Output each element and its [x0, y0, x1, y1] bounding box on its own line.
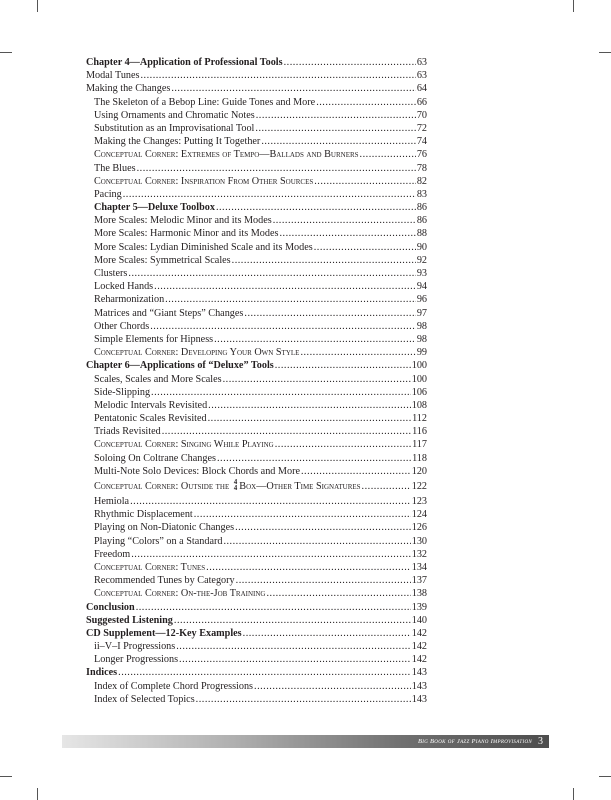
toc-entry-page: 120 — [411, 465, 427, 477]
toc-entry-title-text: Index of Selected Topics — [94, 693, 195, 705]
dot-leader — [275, 438, 411, 451]
page-number: 3 — [538, 736, 543, 747]
toc-entry-title-text: Pentatonic Scales Revisited — [94, 413, 207, 425]
toc-entry-title-text: Chapter 6—Applications of “Deluxe” Tools — [86, 360, 274, 372]
dot-leader — [131, 548, 411, 561]
toc-entry-page: 96 — [416, 294, 427, 306]
crop-mark — [0, 776, 12, 777]
toc-entry-page: 126 — [411, 522, 427, 534]
dot-leader — [223, 535, 410, 548]
toc-entry-title — [94, 386, 150, 399]
toc-entry — [86, 227, 427, 240]
dot-leader — [316, 96, 416, 109]
toc-entry-title-text: Conceptual Corner: Outside the — [94, 481, 230, 492]
toc-entry-title-text: The Skeleton of a Bebop Line: Guide Tones and More — [94, 96, 316, 108]
toc-entry-page: 98 — [416, 320, 427, 332]
toc-entry-page: 100 — [411, 373, 427, 385]
toc-entry-title-text: Reharmonization — [94, 294, 165, 306]
toc-entry-page: 99 — [416, 347, 427, 359]
toc-entry — [86, 148, 427, 161]
toc-entry-title — [94, 640, 175, 653]
toc-entry — [86, 122, 427, 135]
toc-entry-title — [86, 666, 117, 679]
dot-leader — [266, 587, 410, 600]
toc-entry-page: 93 — [416, 268, 427, 279]
toc-entry — [86, 666, 427, 679]
table-of-contents — [86, 56, 427, 706]
dot-leader — [154, 280, 416, 293]
toc-entry-title-text: Multi-Note Solo Devices: Block Chords and More — [94, 465, 300, 477]
dot-leader — [208, 412, 411, 425]
toc-entry — [86, 56, 427, 69]
toc-entry-title — [94, 227, 278, 240]
dot-leader — [223, 373, 411, 386]
toc-entry-title-text: More Scales: Lydian Diminished Scale and its Modes — [94, 241, 313, 253]
toc-entry-page: 122 — [411, 481, 427, 492]
toc-entry — [86, 293, 427, 306]
toc-entry-title-text: Conceptual Corner: Tunes — [94, 561, 206, 573]
dot-leader — [165, 293, 416, 306]
toc-entry-title — [94, 96, 315, 109]
toc-entry-page: 124 — [411, 509, 427, 521]
toc-entry-page: 117 — [412, 439, 427, 451]
toc-entry-title-text: Pacing — [94, 188, 122, 200]
dot-leader — [130, 495, 411, 508]
toc-entry-title-text: Freedom — [94, 548, 131, 560]
toc-entry — [86, 82, 427, 95]
toc-entry — [86, 452, 427, 465]
toc-entry — [86, 574, 427, 587]
toc-entry-page: 72 — [416, 122, 427, 134]
crop-mark — [599, 52, 611, 53]
toc-entry-page: 100 — [411, 360, 427, 372]
dot-leader — [128, 267, 415, 280]
toc-entry — [86, 175, 427, 188]
toc-entry-title-text: Substitution as an Improvisational Tool — [94, 122, 255, 134]
toc-entry — [86, 96, 427, 109]
toc-entry-title — [94, 135, 260, 148]
dot-leader — [314, 241, 416, 254]
toc-entry-title-text: CD Supplement—12-Key Examples — [86, 627, 242, 639]
toc-entry — [86, 438, 427, 451]
toc-entry-title — [94, 412, 207, 425]
toc-entry-title — [94, 254, 231, 267]
dot-leader — [236, 574, 411, 587]
toc-entry-title — [94, 241, 313, 254]
toc-entry-page: 70 — [416, 109, 427, 121]
crop-mark — [599, 776, 611, 777]
time-signature-top: 4 — [233, 477, 238, 486]
toc-entry-title-suffix: Box—Other Time Signatures — [239, 481, 361, 492]
toc-entry — [86, 267, 427, 280]
dot-leader — [194, 508, 411, 521]
dot-leader — [273, 214, 416, 227]
dot-leader — [261, 135, 415, 148]
toc-entry-title — [94, 425, 161, 438]
dot-leader — [196, 693, 411, 706]
toc-entry-title — [94, 561, 205, 574]
dot-leader — [301, 465, 411, 478]
toc-entry-title — [94, 320, 149, 333]
toc-entry-title — [94, 267, 127, 280]
toc-entry — [86, 627, 427, 640]
toc-entry-title — [94, 293, 164, 306]
toc-entry-title-text: Conclusion — [86, 601, 135, 613]
toc-entry-title-text: Using Ornaments and Chromatic Notes — [94, 109, 255, 121]
dot-leader — [255, 122, 415, 135]
toc-entry-title — [94, 479, 361, 495]
toc-entry-title — [94, 307, 243, 320]
toc-entry — [86, 653, 427, 666]
toc-entry-title — [94, 452, 216, 465]
toc-entry-page: 138 — [411, 588, 427, 600]
toc-entry-title-text: Conceptual Corner: Extremes of Tempo—Ballads and Burners — [94, 149, 359, 161]
toc-entry — [86, 495, 427, 508]
toc-entry-page: 76 — [416, 149, 427, 161]
toc-entry — [86, 333, 427, 346]
toc-entry — [86, 680, 427, 693]
toc-entry-title-text: Conceptual Corner: Developing Your Own Style — [94, 347, 300, 359]
toc-entry-title — [86, 359, 274, 372]
toc-entry-page: 78 — [416, 162, 427, 174]
toc-entry-title — [86, 82, 170, 95]
toc-entry-page: 83 — [416, 188, 427, 200]
toc-entry-title-text: Triads Revisited — [94, 426, 161, 438]
toc-entry — [86, 535, 427, 548]
toc-entry-page: 137 — [411, 575, 427, 587]
dot-leader — [217, 452, 411, 465]
dot-leader — [256, 109, 416, 122]
toc-entry-title-text: Modal Tunes — [86, 70, 140, 82]
dot-leader — [118, 666, 411, 679]
dot-leader — [360, 148, 416, 161]
dot-leader — [284, 56, 416, 69]
dot-leader — [279, 227, 415, 240]
toc-entry-page: 143 — [411, 680, 427, 692]
toc-entry — [86, 425, 427, 438]
toc-entry-title-text: Recommended Tunes by Category — [94, 575, 235, 587]
toc-entry — [86, 188, 427, 201]
toc-entry-title — [94, 188, 122, 201]
dot-leader — [314, 175, 416, 188]
toc-entry — [86, 386, 427, 399]
dot-leader — [141, 69, 416, 82]
toc-entry-title-text: Hemiola — [94, 496, 130, 507]
toc-entry-title — [94, 214, 272, 227]
dot-leader — [362, 479, 411, 495]
toc-entry — [86, 693, 427, 706]
toc-entry-title-text: Conceptual Corner: On-the-Job Training — [94, 588, 266, 600]
toc-entry-title-text: Matrices and “Giant Steps” Changes — [94, 307, 244, 319]
toc-entry-page: 108 — [411, 399, 427, 411]
toc-entry-page: 86 — [416, 215, 427, 227]
crop-mark — [573, 788, 574, 800]
toc-entry — [86, 587, 427, 600]
toc-entry — [86, 614, 427, 627]
toc-entry-page: 123 — [411, 496, 427, 507]
dot-leader — [171, 82, 415, 95]
toc-entry-title-text: Rhythmic Displacement — [94, 509, 193, 521]
time-signature — [234, 479, 238, 491]
toc-entry-page: 106 — [411, 386, 427, 398]
toc-entry-page: 92 — [416, 254, 427, 266]
toc-entry-page: 74 — [416, 136, 427, 148]
toc-entry-title-text: Suggested Listening — [86, 614, 173, 626]
toc-entry-page: 143 — [411, 693, 427, 705]
toc-entry — [86, 521, 427, 534]
toc-entry — [86, 162, 427, 175]
dot-leader — [254, 680, 411, 693]
toc-entry-title — [94, 109, 255, 122]
toc-entry-title-text: Simple Elements for Hipness — [94, 333, 214, 345]
toc-entry-page: 139 — [411, 601, 427, 613]
dot-leader — [216, 201, 416, 214]
toc-entry-title-text: Longer Progressions — [94, 654, 179, 666]
toc-entry-title-text: Other Chords — [94, 320, 150, 332]
toc-entry-title — [94, 280, 153, 293]
toc-entry-title-text: Indices — [86, 667, 118, 679]
toc-entry — [86, 479, 427, 495]
toc-entry-page: 98 — [416, 333, 427, 345]
toc-entry-title-text: Conceptual Corner: Inspiration From Other Sources — [94, 175, 314, 187]
toc-entry-title — [94, 438, 274, 451]
toc-entry — [86, 214, 427, 227]
toc-entry — [86, 307, 427, 320]
toc-entry-title — [94, 587, 265, 600]
toc-entry-title — [94, 535, 222, 548]
page-footer — [62, 735, 549, 748]
toc-entry-page: 132 — [411, 548, 427, 560]
toc-entry — [86, 346, 427, 359]
toc-entry-title — [94, 574, 235, 587]
dot-leader — [300, 346, 415, 359]
toc-entry-page: 63 — [416, 57, 427, 68]
toc-entry-page: 118 — [412, 452, 427, 464]
dot-leader — [179, 653, 411, 666]
toc-entry-title — [86, 601, 135, 614]
toc-entry-title-text: Scales, Scales and More Scales — [94, 373, 222, 385]
toc-entry-title — [94, 653, 178, 666]
dot-leader — [243, 627, 411, 640]
toc-entry — [86, 412, 427, 425]
toc-entry-title-text: Playing “Colors” on a Standard — [94, 535, 223, 547]
time-signature-bottom: 4 — [233, 483, 238, 492]
toc-entry-title — [94, 495, 129, 508]
toc-entry-title-text: Side-Slipping — [94, 386, 151, 398]
dot-leader — [275, 359, 411, 372]
crop-mark — [573, 0, 574, 12]
crop-mark — [0, 52, 12, 53]
toc-entry — [86, 241, 427, 254]
toc-entry-title — [86, 69, 140, 82]
toc-entry-title — [94, 346, 299, 359]
toc-entry — [86, 69, 427, 82]
toc-entry — [86, 320, 427, 333]
toc-entry-title-text: Chapter 4—Application of Professional Tools — [86, 57, 283, 68]
toc-entry-title-text: ii–V–I Progressions — [94, 641, 176, 653]
toc-entry-title-text: More Scales: Harmonic Minor and its Modes — [94, 228, 279, 240]
crop-mark — [37, 0, 38, 12]
toc-entry-title-text: Clusters — [94, 268, 128, 279]
toc-entry-title-text: Chapter 5—Deluxe Toolbox — [94, 202, 215, 214]
toc-entry-page: 66 — [416, 96, 427, 108]
dot-leader — [208, 399, 411, 412]
toc-entry-title — [94, 333, 213, 346]
toc-entry-page: 116 — [412, 426, 427, 438]
toc-entry-title — [94, 465, 300, 478]
toc-entry-title — [86, 56, 283, 69]
toc-entry-title — [94, 175, 313, 188]
toc-entry-title — [94, 508, 193, 521]
crop-mark — [37, 788, 38, 800]
dot-leader — [151, 386, 411, 399]
toc-entry-title — [94, 373, 222, 386]
toc-entry-page: 142 — [411, 641, 427, 653]
toc-entry-title-text: Melodic Intervals Revisited — [94, 399, 208, 411]
toc-entry-title — [86, 614, 173, 627]
toc-entry-title — [86, 627, 242, 640]
toc-entry-page: 140 — [411, 614, 427, 626]
toc-entry-title — [94, 122, 254, 135]
toc-entry — [86, 280, 427, 293]
toc-entry-page: 94 — [416, 281, 427, 293]
toc-entry-title-text: Conceptual Corner: Singing While Playing — [94, 439, 274, 451]
dot-leader — [244, 307, 415, 320]
dot-leader — [137, 162, 416, 175]
toc-entry — [86, 109, 427, 122]
toc-entry-title-text: Index of Complete Chord Progressions — [94, 680, 254, 692]
dot-leader — [162, 425, 411, 438]
toc-entry-page: 130 — [411, 535, 427, 547]
toc-entry — [86, 254, 427, 267]
toc-entry — [86, 561, 427, 574]
dot-leader — [232, 254, 416, 267]
toc-entry-title — [94, 680, 253, 693]
toc-entry-page: 90 — [416, 241, 427, 253]
toc-entry-title — [94, 162, 136, 175]
toc-entry-title — [94, 693, 195, 706]
dot-leader — [206, 561, 411, 574]
toc-entry-title-text: Making the Changes — [86, 83, 171, 95]
toc-entry-page: 63 — [416, 70, 427, 82]
dot-leader — [123, 188, 416, 201]
book-title: Big Book of Jazz Piano Improvisation — [417, 738, 532, 745]
toc-entry — [86, 601, 427, 614]
toc-entry — [86, 359, 427, 372]
toc-entry — [86, 548, 427, 561]
toc-entry-page: 143 — [411, 667, 427, 679]
toc-entry-title-text: Making the Changes: Putting It Together — [94, 136, 261, 148]
toc-entry-page: 134 — [411, 561, 427, 573]
toc-entry-page: 64 — [416, 83, 427, 95]
dot-leader — [214, 333, 416, 346]
toc-entry-title-text: Playing on Non-Diatonic Changes — [94, 522, 235, 534]
toc-entry — [86, 508, 427, 521]
toc-entry-page: 112 — [412, 413, 427, 425]
toc-entry-page: 142 — [411, 654, 427, 666]
toc-entry — [86, 373, 427, 386]
toc-entry-page: 142 — [411, 627, 427, 639]
toc-entry-page: 82 — [416, 175, 427, 187]
toc-entry-title — [94, 201, 215, 214]
toc-entry-title-text: More Scales: Symmetrical Scales — [94, 254, 231, 266]
toc-entry-title-text: Soloing On Coltrane Changes — [94, 452, 216, 464]
toc-entry-page: 97 — [416, 307, 427, 319]
dot-leader — [235, 521, 411, 534]
toc-entry-title — [94, 148, 359, 161]
toc-entry-title-text: Locked Hands — [94, 281, 154, 293]
toc-entry-title-text: More Scales: Melodic Minor and its Modes — [94, 215, 272, 227]
dot-leader — [176, 640, 411, 653]
dot-leader — [136, 601, 411, 614]
toc-entry-title — [94, 548, 130, 561]
toc-entry — [86, 135, 427, 148]
toc-entry-page: 88 — [416, 228, 427, 240]
toc-entry-title-text: The Blues — [94, 162, 136, 174]
toc-entry — [86, 640, 427, 653]
toc-entry — [86, 399, 427, 412]
toc-entry-title — [94, 399, 207, 412]
toc-entry-page: 86 — [416, 202, 427, 214]
toc-entry — [86, 465, 427, 478]
toc-entry-title — [94, 521, 234, 534]
toc-entry — [86, 201, 427, 214]
dot-leader — [150, 320, 416, 333]
dot-leader — [174, 614, 411, 627]
